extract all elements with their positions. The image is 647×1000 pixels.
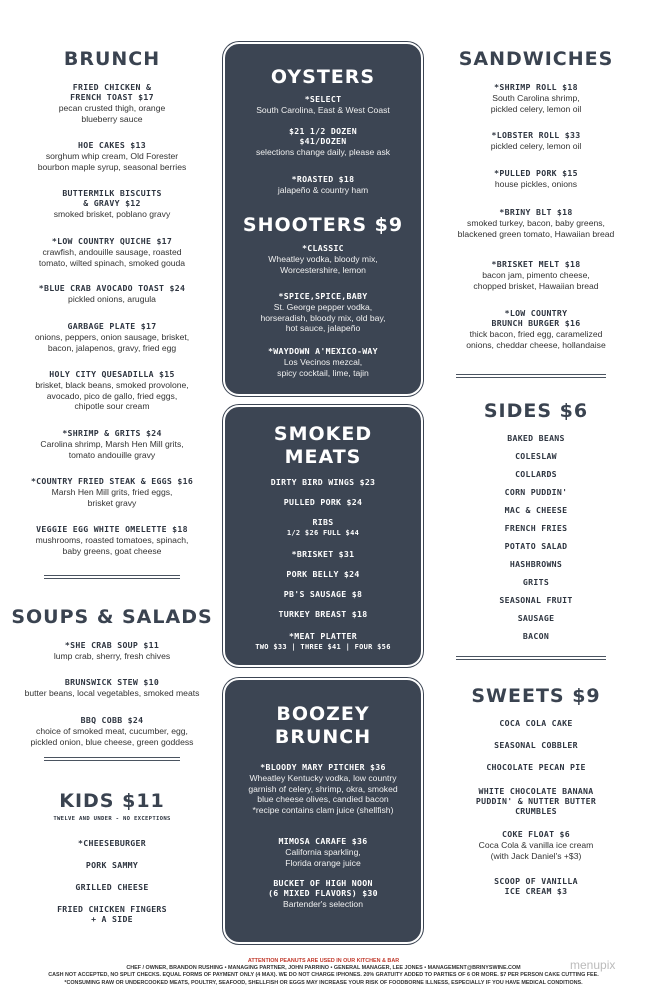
item-name: HOLY CITY QUESADILLA $15	[49, 369, 175, 379]
item-description: sorghum whip cream, Old Forester bourbon maple syrup, seasonal berries	[37, 151, 187, 172]
item-name: FRENCH FRIES	[504, 523, 568, 533]
item-name: CORN PUDDIN'	[504, 487, 568, 497]
menu-item	[227, 291, 419, 334]
item-name: SEASONAL COBBLER	[494, 740, 578, 750]
item-name: SEASONAL FRUIT	[499, 595, 573, 605]
item-name: COLLARDS	[515, 469, 557, 479]
menu-item	[430, 487, 642, 497]
menu-item	[227, 836, 419, 868]
item-name: DIRTY BIRD WINGS $23	[270, 477, 376, 487]
item-description: crawfish, andouille sausage, roasted tomato, wilted spinach, smoked gouda	[38, 247, 186, 268]
menu-item	[6, 882, 218, 892]
menu-item	[227, 878, 419, 910]
item-name: *WAYDOWN A'MEXICO-WAY	[268, 346, 378, 356]
menu-item	[430, 505, 642, 515]
menu-item	[430, 577, 642, 587]
divider	[456, 656, 606, 660]
menu-item	[430, 308, 642, 350]
item-name: GRILLED CHEESE	[75, 882, 149, 892]
footer-health-line: *CONSUMING RAW OR UNDERCOOKED MEATS, POULTRY, SEAFOOD, SHELLFISH OR EGGS MAY INCREASE YOUR RISK OF FOODBORNE ILLNESS, ESPECIALLY IF YOU HAVE MEDICAL CONDITIONS.	[64, 979, 583, 986]
item-name: TURKEY BREAST $18	[278, 609, 368, 619]
item-description: choice of smoked meat, cucumber, egg, pickled onion, blue cheese, green goddess	[30, 726, 194, 747]
menu-item	[430, 523, 642, 533]
sandwiches-title: SANDWICHES	[458, 48, 614, 70]
item-name: *ROASTED $18	[291, 174, 355, 184]
sweets-title: SWEETS $9	[471, 685, 601, 707]
item-name: PULLED PORK $24	[283, 497, 363, 507]
menu-item	[6, 904, 218, 924]
shooters-title: SHOOTERS $9	[242, 214, 404, 236]
item-description: Wheatley Kentucky vodka, low country garnish of celery, shrimp, okra, smoked blue cheese olives, candied bacon *recipe contains clam juice (shellfish)	[248, 773, 398, 815]
item-name: *PULLED PORK $15	[494, 168, 578, 178]
menu-item	[430, 82, 642, 114]
item-description: pecan crusted thigh, orange blueberry sauce	[58, 103, 166, 124]
menu-item	[430, 786, 642, 816]
footer	[0, 958, 647, 987]
footer-policy-line: CASH NOT ACCEPTED, NO SPLIT CHECKS. EQUAL FORMS OF PAYMENT ONLY (4 MAX). WE DO NOT CHARGE IPHONES. 20% GRATUITY ADDED TO PARTIES OF 6 OR MORE. $7 PER PERSON CAKE CUTTING FEE.	[48, 972, 599, 979]
menu-item	[430, 168, 642, 190]
item-name: *SHRIMP & GRITS $24	[62, 428, 162, 438]
item-name: *SHRIMP ROLL $18	[494, 82, 578, 92]
menu-item	[227, 497, 419, 507]
smoked-meats-panel	[225, 407, 421, 665]
item-name: *CLASSIC	[302, 243, 344, 253]
item-name: *COUNTRY FRIED STEAK & EGGS $16	[30, 476, 194, 486]
boozey-brunch-panel	[225, 680, 421, 942]
menu-item	[6, 838, 218, 848]
menu-item	[6, 82, 218, 124]
item-name: BBQ COBB $24	[80, 715, 144, 725]
item-name: HOE CAKES $13	[78, 140, 146, 150]
item-name: COKE FLOAT $6	[502, 829, 570, 839]
menu-item	[227, 94, 419, 116]
menu-item	[430, 469, 642, 479]
menu-item	[6, 188, 218, 220]
kids-subtitle: TWELVE AND UNDER - NO EXCEPTIONS	[53, 816, 171, 822]
boozey-brunch-title: BOOZEY BRUNCH	[274, 703, 372, 748]
item-description: South Carolina shrimp, pickled celery, lemon oil	[490, 93, 582, 114]
item-name: *BRISKET MELT $18	[491, 259, 581, 269]
menu-item	[430, 451, 642, 461]
item-name: PORK BELLY $24	[286, 569, 360, 579]
item-name: FRIED CHICKEN FINGERS + A SIDE	[57, 904, 167, 924]
brunch-title: BRUNCH	[63, 48, 161, 70]
item-description: pickled celery, lemon oil	[490, 141, 582, 151]
menu-item	[227, 549, 419, 559]
menu-item	[430, 829, 642, 861]
item-name: *LOW COUNTRY BRUNCH BURGER $16	[491, 308, 581, 328]
item-name: *BRISKET $31	[291, 549, 355, 559]
menu-item	[430, 433, 642, 443]
item-name: GARBAGE PLATE $17	[67, 321, 157, 331]
menu-item	[227, 762, 419, 815]
item-description: jalapeño & country ham	[277, 185, 369, 195]
item-name: FRIED CHICKEN & FRENCH TOAST $17	[70, 82, 154, 102]
divider	[456, 374, 606, 378]
menu-item	[6, 524, 218, 556]
item-name: MAC & CHEESE	[504, 505, 568, 515]
item-description: pickled onions, arugula	[68, 294, 156, 304]
menu-item	[430, 259, 642, 291]
item-name: BUCKET OF HIGH NOON (6 MIXED FLAVORS) $30	[268, 878, 378, 898]
item-name: VEGGIE EGG WHITE OMELETTE $18	[36, 524, 188, 534]
menu-item	[430, 207, 642, 239]
menu-item	[430, 613, 642, 623]
item-name: *BLUE CRAB AVOCADO TOAST $24	[38, 283, 186, 293]
item-description: Wheatley vodka, bloody mix, Worcestershire, lemon	[268, 254, 378, 275]
menu-item	[430, 740, 642, 750]
footer-staff-line: CHEF / OWNER, BRANDON RUSHING • MANAGING PARTNER, JOHN PARRINO • GENERAL MANAGER, LEE JONES • MANAGEMENT@BRINYSWINE.COM	[126, 965, 521, 972]
item-name: *SELECT	[304, 94, 342, 104]
menu-item	[6, 236, 218, 268]
item-name: POTATO SALAD	[504, 541, 568, 551]
item-name: CHOCOLATE PECAN PIE	[486, 762, 586, 772]
item-name: PORK SAMMY	[85, 860, 139, 870]
menu-item	[227, 631, 419, 652]
item-name: *SHE CRAB SOUP $11	[64, 640, 160, 650]
item-name: *BRINY BLT $18	[499, 207, 573, 217]
menu-item	[6, 283, 218, 305]
item-name: SAUSAGE	[517, 613, 555, 623]
item-name: BAKED BEANS	[507, 433, 565, 443]
menu-item	[6, 860, 218, 870]
item-description: onions, peppers, onion sausage, brisket, bacon, jalapenos, gravy, fried egg	[34, 332, 190, 353]
item-description: selections change daily, please ask	[255, 147, 391, 157]
menu-item	[430, 595, 642, 605]
item-price-options: TWO $33 | THREE $41 | FOUR $56	[255, 643, 391, 651]
sides-title: SIDES $6	[483, 400, 589, 422]
item-name: *BLOODY MARY PITCHER $36	[260, 762, 386, 772]
menu-item	[6, 476, 218, 508]
menu-item	[430, 130, 642, 152]
item-price-options: 1/2 $26 FULL $44	[286, 529, 360, 537]
item-description: Bartender's selection	[283, 899, 363, 909]
menu-item	[227, 517, 419, 538]
item-name: SCOOP OF VANILLA ICE CREAM $3	[494, 876, 578, 896]
item-description: Carolina shrimp, Marsh Hen Mill grits, tomato andouille gravy	[40, 439, 184, 460]
item-name: *MEAT PLATTER	[289, 631, 357, 641]
kids-title: KIDS $11	[59, 790, 165, 812]
item-name: HASHBROWNS	[509, 559, 563, 569]
item-name: BRUNSWICK STEW $10	[64, 677, 160, 687]
item-description: house pickles, onions	[494, 179, 578, 189]
item-description: butter beans, local vegetables, smoked meats	[24, 688, 200, 698]
item-name: *SPICE,SPICE,BABY	[278, 291, 368, 301]
item-description: brisket, black beans, smoked provolone, avocado, pico de gallo, fried eggs, chipotle sour cream	[35, 380, 189, 411]
peanut-warning: ATTENTION PEANUTS ARE USED IN OUR KITCHEN & BAR	[247, 958, 400, 964]
item-name: COLESLAW	[515, 451, 557, 461]
menu-item	[430, 876, 642, 896]
item-name: COCA COLA CAKE	[499, 718, 573, 728]
item-name: $21 1/2 DOZEN $41/DOZEN	[289, 126, 357, 146]
menu-item	[6, 428, 218, 460]
menu-item	[227, 569, 419, 579]
menu-item	[6, 369, 218, 412]
watermark: menupix	[570, 958, 616, 972]
menu-item	[227, 346, 419, 378]
item-description: Los Vecinos mezcal, spicy cocktail, lime, tajin	[277, 357, 369, 378]
menu-item	[430, 541, 642, 551]
menu-item	[227, 126, 419, 158]
oysters-shooters-panel	[225, 44, 421, 394]
menu-item	[6, 640, 218, 662]
item-description: California sparkling, Florida orange juice	[285, 847, 361, 868]
item-description: mushrooms, roasted tomatoes, spinach, baby greens, goat cheese	[35, 535, 189, 556]
item-name: MIMOSA CARAFE $36	[278, 836, 368, 846]
menu-item	[6, 677, 218, 699]
item-description: smoked brisket, poblano gravy	[53, 209, 171, 219]
item-description: Coca Cola & vanilla ice cream (with Jack Daniel's +$3)	[478, 840, 594, 861]
menu-item	[6, 715, 218, 747]
item-name: RIBS	[312, 517, 334, 527]
smoked-meats-title: SMOKED MEATS	[273, 423, 373, 468]
item-name: *LOBSTER ROLL $33	[491, 130, 581, 140]
item-description: Marsh Hen Mill grits, fried eggs, brisket gravy	[51, 487, 173, 508]
item-description: thick bacon, fried egg, caramelized onions, cheddar cheese, hollandaise	[466, 329, 606, 350]
menu-item	[227, 609, 419, 619]
oysters-title: OYSTERS	[270, 66, 376, 88]
item-description: lump crab, sherry, fresh chives	[53, 651, 171, 661]
menu-item	[430, 631, 642, 641]
item-description: bacon jam, pimento cheese, chopped brisket, Hawaiian bread	[473, 270, 599, 291]
menu-item	[227, 589, 419, 599]
item-name: PB'S SAUSAGE $8	[283, 589, 363, 599]
item-name: *CHEESEBURGER	[78, 838, 146, 848]
menu-item	[6, 140, 218, 172]
item-name: WHITE CHOCOLATE BANANA PUDDIN' & NUTTER BUTTER CRUMBLES	[475, 786, 597, 816]
menu-item	[227, 243, 419, 275]
menu-item	[430, 559, 642, 569]
menu-item	[430, 762, 642, 772]
item-name: BUTTERMILK BISCUITS & GRAVY $12	[62, 188, 162, 208]
item-name: *LOW COUNTRY QUICHE $17	[51, 236, 173, 246]
menu-item	[430, 718, 642, 728]
item-name: BACON	[522, 631, 550, 641]
item-description: smoked turkey, bacon, baby greens, blackened green tomato, Hawaiian bread	[457, 218, 615, 239]
menu-item	[227, 477, 419, 487]
item-description: St. George pepper vodka, horseradish, bloody mix, old bay, hot sauce, jalapeño	[260, 302, 386, 333]
divider	[44, 575, 180, 579]
item-name: GRITS	[522, 577, 550, 587]
item-description: South Carolina, East & West Coast	[256, 105, 390, 115]
soups-title: SOUPS & SALADS	[11, 606, 213, 628]
divider	[44, 757, 180, 761]
menu-item	[6, 321, 218, 353]
menu-item	[227, 174, 419, 196]
